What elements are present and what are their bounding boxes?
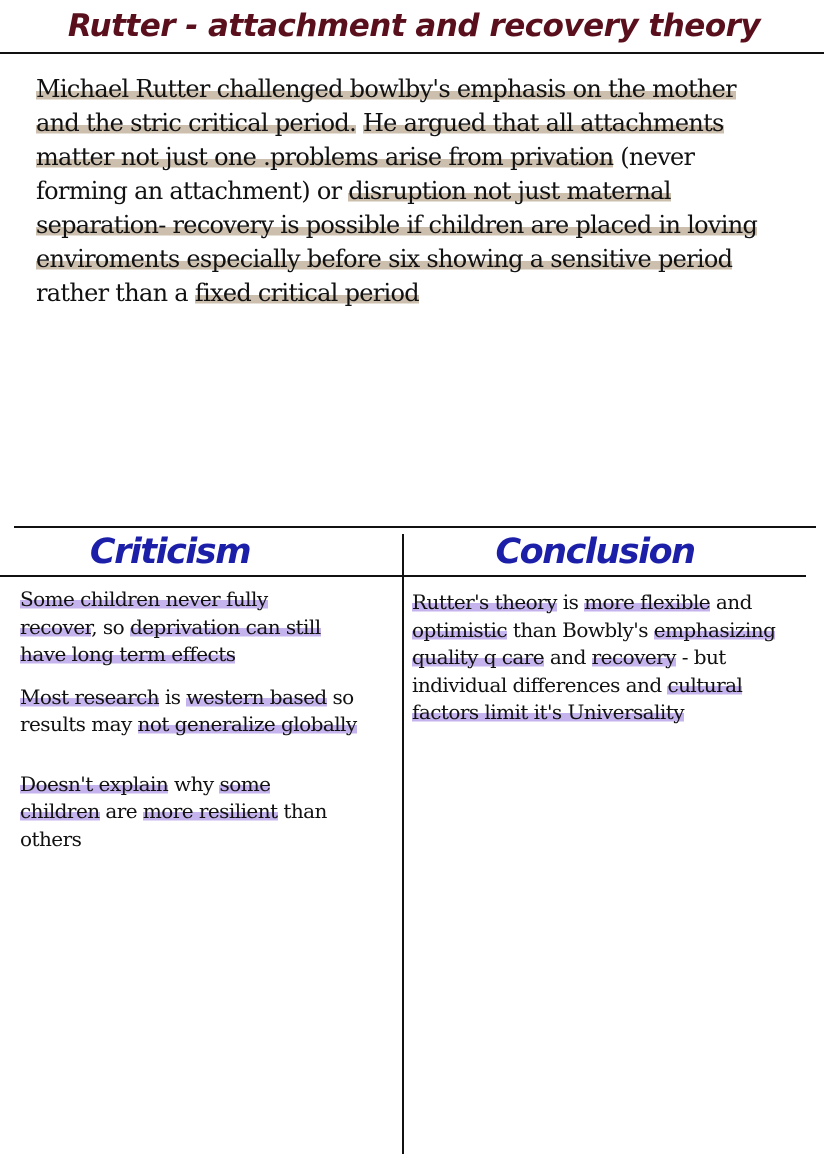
highlighted-text: fixed critical period <box>194 279 419 307</box>
text-run: and <box>544 645 592 669</box>
highlighted-text: cultural factors limit it's Universality <box>412 672 743 724</box>
highlighted-text: disruption not just maternal <box>348 177 671 205</box>
highlighted-text: more resilient <box>142 799 278 823</box>
criticism-column <box>20 586 392 853</box>
highlighted-text: Michael Rutter challenged bowlby's emphasis on the mother and the stric critical period. <box>36 75 736 137</box>
text-run: so results may <box>20 684 354 736</box>
column-divider <box>402 534 404 1154</box>
highlighted-text: He argued that all attachments matter not just one .problems arise from privation <box>36 109 724 171</box>
highlighted-text: not generalize globally <box>137 712 357 736</box>
text-run: - but individual differences and <box>412 645 726 697</box>
text-run: (never forming an attachment) or <box>36 143 695 205</box>
highlighted-text: optimistic <box>412 617 508 642</box>
highlighted-text: western based <box>186 684 327 709</box>
highlighted-text: Rutter's theory <box>412 590 557 614</box>
conclusion-point <box>412 589 784 727</box>
criticism-point <box>20 771 340 854</box>
highlighted-text: Most research <box>20 684 160 709</box>
criticism-point <box>20 586 340 669</box>
text-run: rather than a <box>36 279 195 307</box>
highlighted-text: recovery <box>591 645 676 669</box>
highlighted-text: emphasizing quality q care <box>412 617 776 669</box>
highlighted-text: some children <box>20 771 271 823</box>
highlighted-text: deprivation can still have long term effects <box>20 614 321 666</box>
text-run: is <box>159 684 187 709</box>
text-run: why <box>168 771 220 796</box>
text-run: , so <box>91 614 130 639</box>
highlighted-text: Some children never fully recover <box>20 587 268 639</box>
highlighted-text: separation- recovery is possible if children are placed in loving enviroments especially before six showing a sensitive period <box>36 211 758 273</box>
page-title: Rutter - attachment and recovery theory <box>67 8 761 44</box>
conclusion-heading: Conclusion <box>495 532 695 572</box>
title-underline <box>0 52 824 54</box>
text-run: are <box>99 799 143 823</box>
text-run: than Bowbly's <box>507 617 654 642</box>
criticism-heading: Criticism <box>89 532 251 572</box>
highlighted-text: Doesn't explain <box>20 771 169 796</box>
text-run <box>356 109 363 137</box>
intro-paragraph <box>36 72 776 310</box>
conclusion-column <box>412 589 784 727</box>
text-run: is <box>556 590 585 614</box>
highlighted-text: more flexible <box>584 590 711 614</box>
text-run: and <box>710 590 752 614</box>
criticism-point <box>20 684 385 739</box>
text-run: than others <box>20 799 327 851</box>
